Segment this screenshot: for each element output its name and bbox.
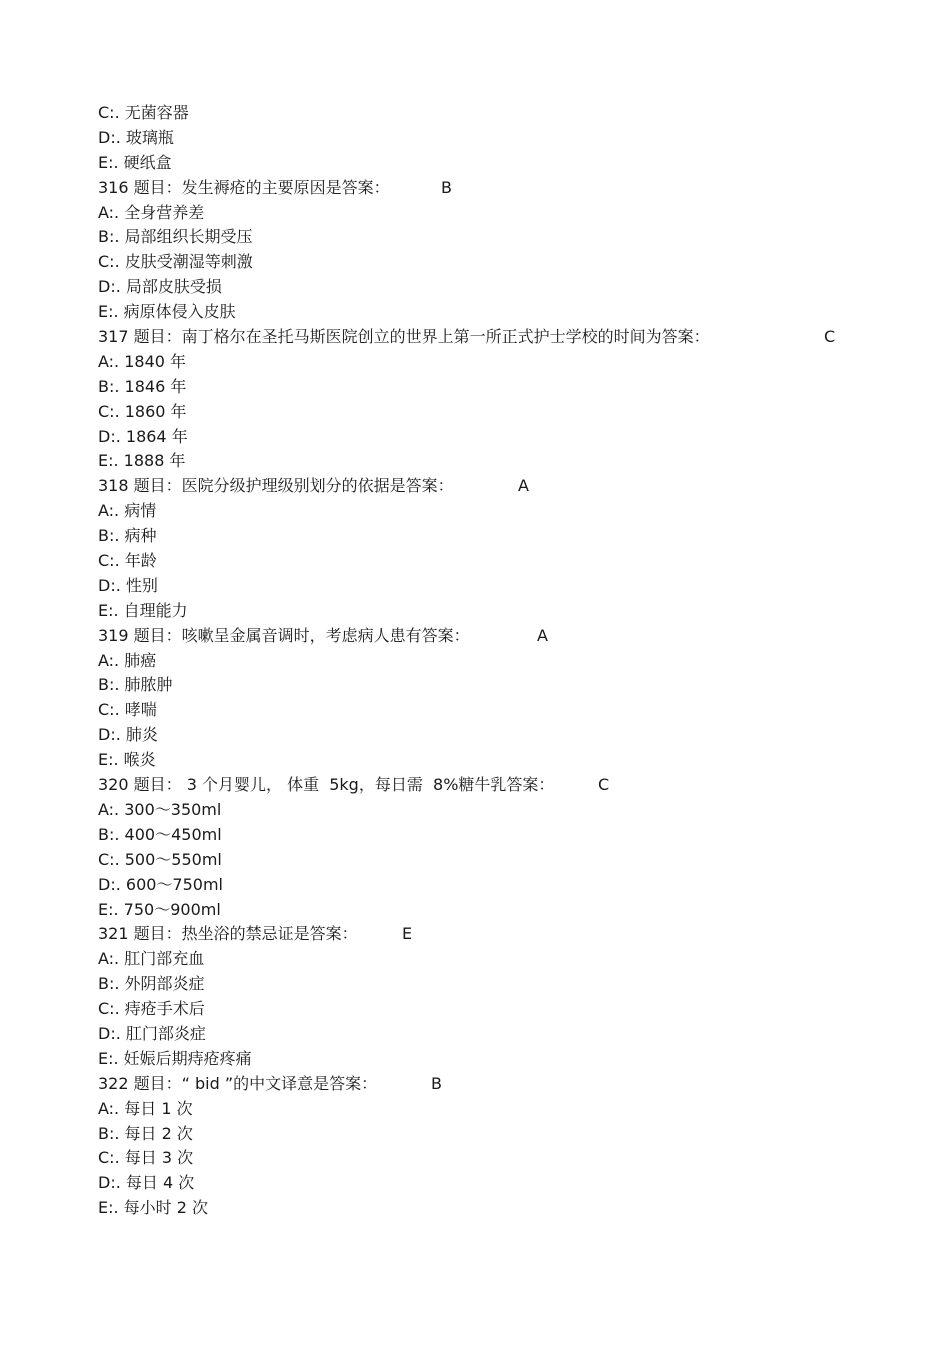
answer-letter: B [441, 177, 452, 197]
option-line: A:. 每日 1 次 [98, 1098, 193, 1118]
option-line: A:. 病情 [98, 501, 157, 521]
option-line: B:. 肺脓肿 [98, 675, 173, 695]
answer-letter: C [824, 327, 836, 347]
option-line: E:. 硬纸盒 [98, 152, 172, 172]
option-line: D:. 每日 4 次 [98, 1173, 195, 1193]
question-line [98, 325, 858, 350]
question-line [98, 624, 858, 649]
option-line: E:. 1888 年 [98, 451, 186, 471]
question-line [98, 1072, 858, 1097]
answer-letter: E [402, 924, 413, 944]
option-line: C:. 1860 年 [98, 401, 187, 421]
option-line: A:. 1840 年 [98, 351, 187, 371]
question-text: 322 题目：“ bid ”的中文译意是答案： [98, 1073, 378, 1093]
question-text: 317 题目：南丁格尔在圣托马斯医院创立的世界上第一所正式护士学校的时间为答案： [98, 327, 710, 347]
option-line: E:. 妊娠后期痔疮疼痛 [98, 1048, 252, 1068]
option-line: D:. 1864 年 [98, 426, 188, 446]
option-line: D:. 肛门部炎症 [98, 1023, 206, 1043]
option-line: E:. 病原体侵入皮肤 [98, 302, 236, 322]
option-line: B:. 局部组织长期受压 [98, 227, 253, 247]
option-line: A:. 全身营养差 [98, 202, 205, 222]
question-text: 316 题目：发生褥疮的主要原因是答案： [98, 177, 390, 197]
option-line: D:. 600～750ml [98, 874, 223, 894]
option-line: E:. 自理能力 [98, 600, 188, 620]
question-text: 319 题目：咳嗽呈金属音调时，考虑病人患有答案： [98, 625, 470, 645]
answer-letter: C [598, 775, 610, 795]
option-line: B:. 外阴部炎症 [98, 974, 205, 994]
question-list [98, 101, 858, 1221]
question-text: 320 题目： 3 个月婴儿， 体重 5kg，每日需 8%糖牛乳答案： [98, 775, 555, 795]
option-line: C:. 皮肤受潮湿等刺激 [98, 252, 253, 272]
option-line: C:. 无菌容器 [98, 103, 189, 122]
option-line: A:. 肛门部充血 [98, 949, 205, 969]
option-line: D:. 局部皮肤受损 [98, 277, 222, 297]
option-line: C:. 年龄 [98, 551, 157, 571]
question-line [98, 176, 858, 201]
option-line: B:. 每日 2 次 [98, 1123, 193, 1143]
answer-letter: B [431, 1073, 442, 1093]
option-line: B:. 400～450ml [98, 824, 222, 844]
question-line [98, 773, 858, 798]
option-line: A:. 300～350ml [98, 799, 222, 819]
question-text: 321 题目：热坐浴的禁忌证是答案： [98, 924, 358, 944]
question-line [98, 474, 858, 499]
option-line: D:. 性别 [98, 575, 158, 595]
question-line [98, 922, 858, 947]
option-line: C:. 500～550ml [98, 849, 222, 869]
option-line: E:. 750～900ml [98, 899, 221, 919]
option-line: E:. 每小时 2 次 [98, 1198, 209, 1218]
answer-letter: A [518, 476, 529, 496]
option-line: E:. 喉炎 [98, 750, 156, 770]
option-line: C:. 哮喘 [98, 700, 157, 720]
option-line: B:. 病种 [98, 526, 157, 546]
option-line: A:. 肺癌 [98, 650, 157, 670]
option-line: C:. 每日 3 次 [98, 1148, 194, 1168]
option-line: C:. 痔疮手术后 [98, 999, 205, 1019]
question-text: 318 题目：医院分级护理级别划分的依据是答案： [98, 476, 454, 496]
option-line: D:. 玻璃瓶 [98, 127, 174, 147]
option-line: D:. 肺炎 [98, 725, 158, 745]
answer-letter: A [537, 625, 548, 645]
option-line: B:. 1846 年 [98, 376, 187, 396]
